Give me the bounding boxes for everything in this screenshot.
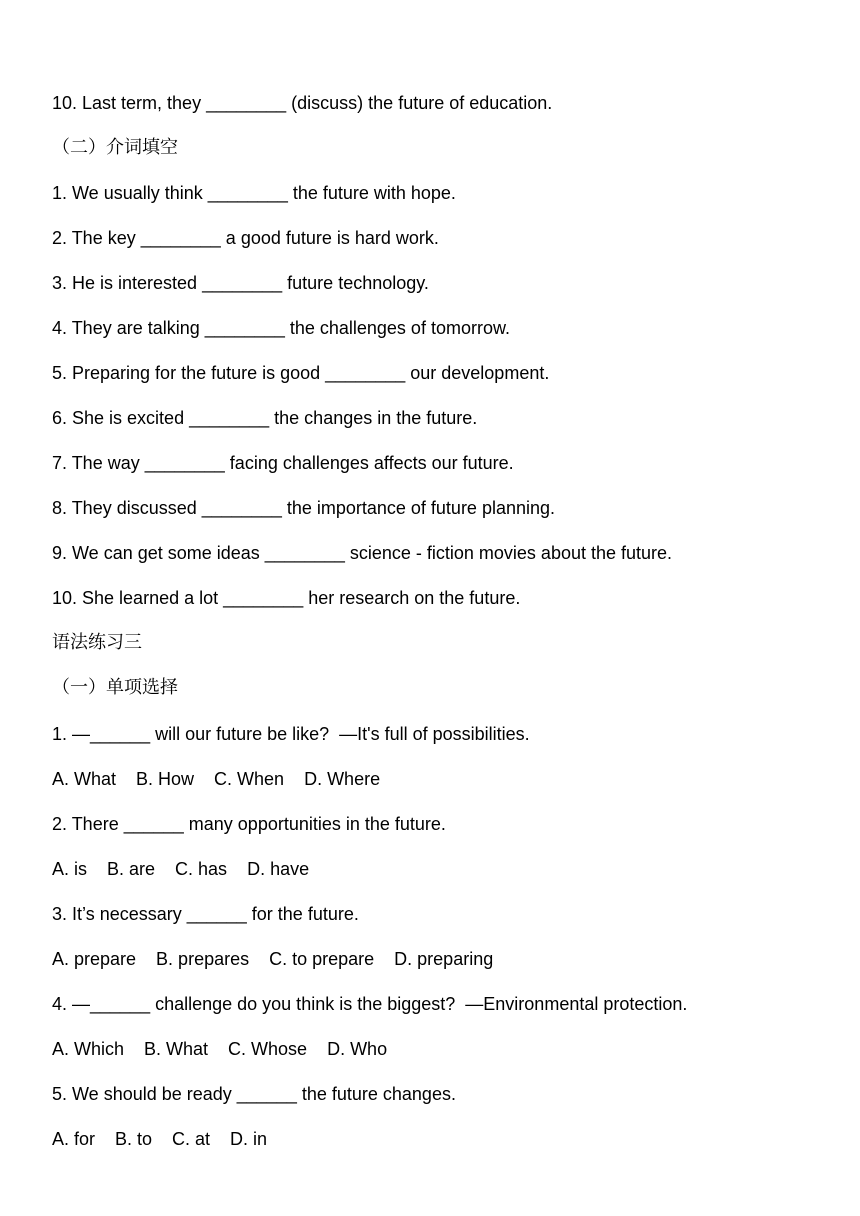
exercise-line: 7. The way ________ facing challenges affects our future. [52, 453, 514, 473]
exercise-line: 1. —______ will our future be like? —It's full of possibilities. [52, 724, 530, 744]
exercise-line: 2. There ______ many opportunities in the future. [52, 814, 446, 834]
exercise-line: 4. —______ challenge do you think is the biggest? —Environmental protection. [52, 994, 688, 1014]
exercise-line: 3. He is interested ________ future technology. [52, 273, 429, 293]
exercise-line: 10. She learned a lot ________ her research on the future. [52, 588, 521, 608]
section-heading: 语法练习三 [52, 632, 142, 653]
section-heading: （一）单项选择 [52, 677, 178, 698]
section-heading: （二）介词填空 [52, 137, 178, 158]
answer-options: A. What B. How C. When D. Where [52, 769, 381, 789]
exercise-line: 5. Preparing for the future is good ________ our development. [52, 363, 550, 383]
exercise-line: 2. The key ________ a good future is hard work. [52, 228, 439, 248]
exercise-line: 1. We usually think ________ the future with hope. [52, 183, 456, 203]
exercise-line: 4. They are talking ________ the challenges of tomorrow. [52, 318, 510, 338]
exercise-line: 5. We should be ready ______ the future changes. [52, 1084, 456, 1104]
answer-options: A. is B. are C. has D. have [52, 859, 310, 879]
answer-options: A. prepare B. prepares C. to prepare D. preparing [52, 949, 494, 969]
exercise-line: 10. Last term, they ________ (discuss) the future of education. [52, 93, 553, 113]
exercise-line: 6. She is excited ________ the changes in the future. [52, 408, 478, 428]
exercise-line: 9. We can get some ideas ________ science - fiction movies about the future. [52, 543, 673, 563]
answer-options: A. Which B. What C. Whose D. Who [52, 1039, 388, 1059]
exercise-line: 8. They discussed ________ the importance of future planning. [52, 498, 556, 518]
exercise-line: 3. It’s necessary ______ for the future. [52, 904, 359, 924]
answer-options: A. for B. to C. at D. in [52, 1129, 268, 1149]
